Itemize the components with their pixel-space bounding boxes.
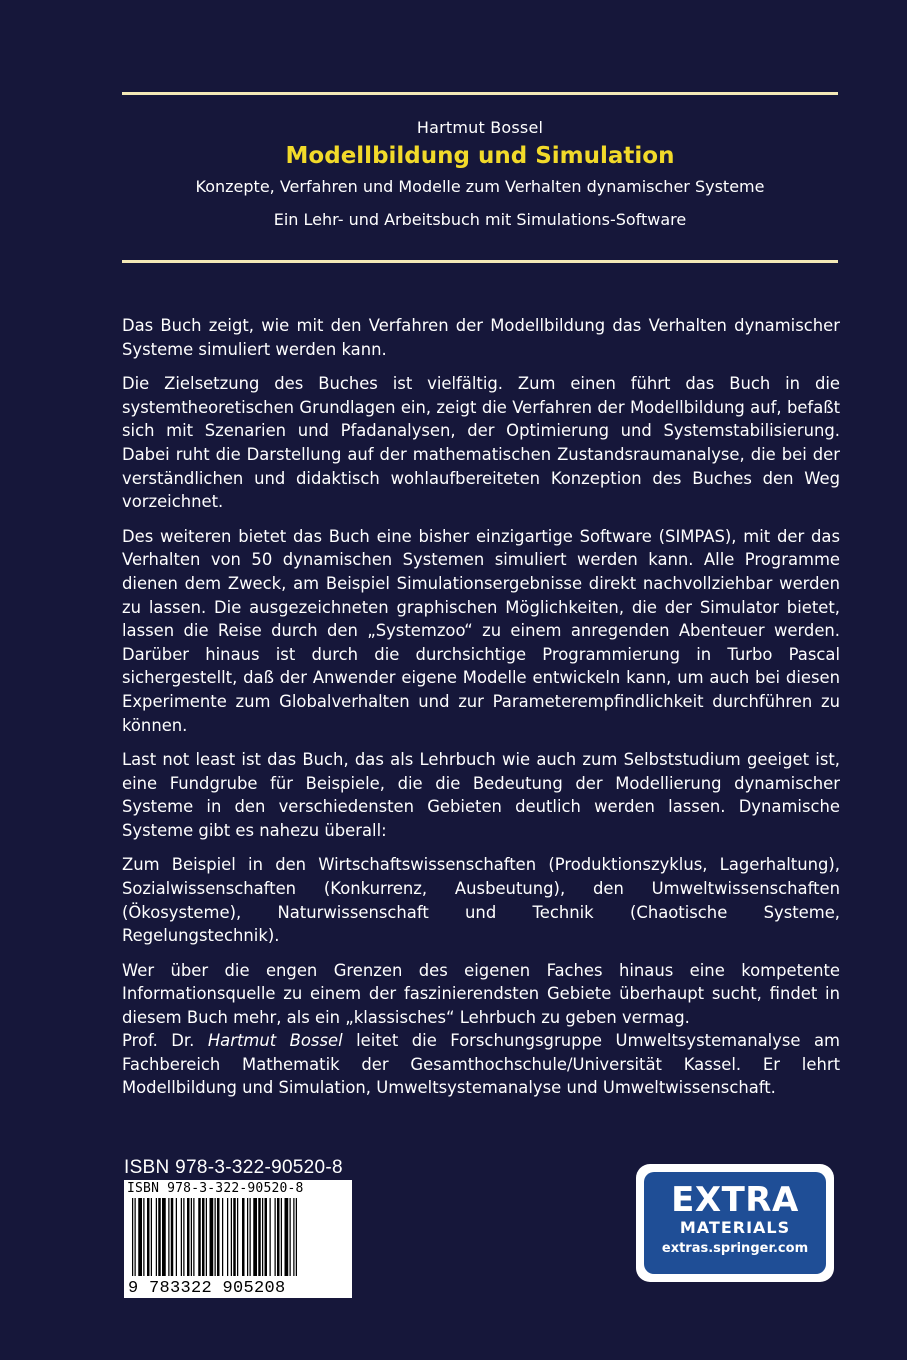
barcode-bar	[222, 1198, 223, 1276]
barcode-bar	[162, 1198, 166, 1276]
barcode-bar	[275, 1198, 276, 1276]
barcode-bar	[156, 1198, 157, 1276]
barcode-bar	[215, 1198, 216, 1276]
barcode-bar	[233, 1198, 236, 1276]
barcode-bar	[151, 1198, 152, 1276]
barcode-bar	[250, 1198, 251, 1276]
barcode-bar	[138, 1198, 142, 1276]
isbn-label: ISBN 978-3-322-90520-8	[124, 1157, 343, 1178]
book-subtitle: Konzepte, Verfahren und Modelle zum Verhalten dynamischer Systeme	[195, 177, 765, 196]
barcode-bar	[191, 1198, 192, 1276]
barcode-bar	[176, 1198, 177, 1276]
barcode-digits: 9 783322 905208	[128, 1279, 286, 1298]
bio-prefix: Prof. Dr.	[122, 1031, 208, 1050]
bottom-rule	[122, 260, 838, 263]
barcode-bar	[193, 1198, 194, 1276]
barcode-bar	[277, 1198, 280, 1276]
barcode-bar	[262, 1198, 263, 1276]
barcode-isbn-text: ISBN 978-3-322-90520-8	[127, 1181, 304, 1196]
header	[122, 112, 838, 229]
extra-label: EXTRA	[671, 1180, 799, 1220]
author-name: Hartmut Bossel	[416, 118, 544, 137]
barcode-bar	[132, 1198, 133, 1276]
blurb-paragraph-5: Zum Beispiel in den Wirtschaftswissenschaften (Produktionszyklus, Lagerhaltung), Sozialwissenschaften (Konkurrenz, Ausbeutung), den Umweltwissenschaften (Ökosysteme), Naturwissenschaft und Technik (Chaotische Systeme, Regelungstechnik).	[122, 855, 840, 946]
bio-text	[122, 1029, 840, 1100]
barcode-bar	[231, 1198, 232, 1276]
barcode-bar	[242, 1198, 245, 1276]
barcode-bar	[183, 1198, 184, 1276]
blurb-paragraph-1: Das Buch zeigt, wie mit den Verfahren der Modellbildung das Verhalten dynamischer Systeme simuliert werden kann.	[122, 316, 840, 359]
barcode	[124, 1180, 352, 1298]
barcode-bar	[253, 1198, 257, 1276]
extra-materials-badge[interactable]	[636, 1164, 834, 1282]
barcode-bar	[206, 1198, 207, 1276]
barcode-bar	[147, 1198, 150, 1276]
barcode-bar	[171, 1198, 174, 1276]
barcode-bar	[265, 1198, 268, 1276]
barcode-bar	[143, 1198, 144, 1276]
barcode-bar	[202, 1198, 205, 1276]
barcode-bar	[227, 1198, 228, 1276]
barcode-bar	[237, 1198, 238, 1276]
barcode-bar	[181, 1198, 182, 1276]
barcode-bar	[158, 1198, 161, 1276]
top-rule	[122, 92, 838, 95]
barcode-bar	[270, 1198, 271, 1276]
barcode-bars	[130, 1198, 346, 1276]
barcode-bar	[217, 1198, 220, 1276]
barcode-bar	[293, 1198, 294, 1276]
extra-materials-inner	[644, 1172, 826, 1274]
book-subtitle-2: Ein Lehr- und Arbeitsbuch mit Simulations-Software	[273, 210, 687, 229]
barcode-bar	[247, 1198, 248, 1276]
barcode-bar	[135, 1198, 136, 1276]
bio-rest: leitet die Forschungsgruppe Umweltsystemanalyse am Fachbereich Mathematik der Gesamthochschule/Universität Kassel. Er lehrt Modellbildung und Simulation, Umweltsystemanalyse und Umweltwissenschaft.	[122, 1031, 841, 1098]
bio-author-name: Hartmut Bossel	[207, 1031, 343, 1050]
barcode-bar	[187, 1198, 190, 1276]
barcode-bar	[168, 1198, 169, 1276]
extras-url: extras.springer.com	[661, 1241, 809, 1256]
barcode-bar	[281, 1198, 282, 1276]
blurb-paragraph-2: Die Zielsetzung des Buches ist vielfältig. Zum einen führt das Buch in die systemtheoretischen Grundlagen ein, zeigt die Verfahren der Modellbildung auf, befaßt sich mit Szenarien und Pfadanalysen, der Optimierung und Systemstabilisierung. Dabei ruht die Darstellung auf der mathematischen Zustandsraumanalyse, die bei der verständlichen und didaktisch wohlaufbereiteten Konzeption des Buches den Weg vorzeichnet.	[122, 374, 840, 512]
barcode-bar	[198, 1198, 201, 1276]
barcode-bar	[258, 1198, 261, 1276]
book-title: Modellbildung und Simulation	[285, 143, 675, 169]
materials-label: MATERIALS	[679, 1218, 791, 1237]
barcode-bar	[290, 1198, 291, 1276]
blurb-paragraph-3: Des weiteren bietet das Buch eine bisher einzigartige Software (SIMPAS), mit der das Verhalten von 50 dynamischen Systemen simuliert werden kann. Alle Programme dienen dem Zweck, am Beispiel Simulationsergebnisse direkt nachvollziehbar werden zu lassen. Die ausgezeichneten graphischen Möglichkeiten, die der Simulator bietet, lassen die Reise durch den „Systemzoo“ zu einem anregenden Abenteuer werden. Darüber hinaus ist durch die durchsichtige Programmierung in Turbo Pascal sichergestellt, daß der Anwender eigene Modelle entwickeln kann, um auch bei diesen Experimente zum Globalverhalten und zur Parameterempfindlichkeit durchführen zu können.	[122, 526, 840, 735]
barcode-bar	[210, 1198, 214, 1276]
barcode-bar	[296, 1198, 297, 1276]
blurb-paragraph-4: Last not least ist das Buch, das als Lehrbuch wie auch zum Selbststudium geeiget ist, eine Fundgrube für Beispiele, die die Bedeutung der Modellierung dynamischer Systeme in den verschiedensten Gebieten deutlich werden lassen. Dynamische Systeme gibt es nahezu überall:	[122, 750, 840, 840]
blurb-paragraph-6: Wer über die engen Grenzen des eigenen Faches hinaus eine kompetente Informationsquelle zu einem der faszinierendsten Gebiete überhaupt sucht, findet in diesem Buch mehr, als ein „klassisches“ Lehrbuch zu geben vermag.	[122, 960, 840, 1028]
blurb	[122, 314, 840, 1041]
author-bio	[122, 1029, 840, 1100]
barcode-bar	[285, 1198, 289, 1276]
